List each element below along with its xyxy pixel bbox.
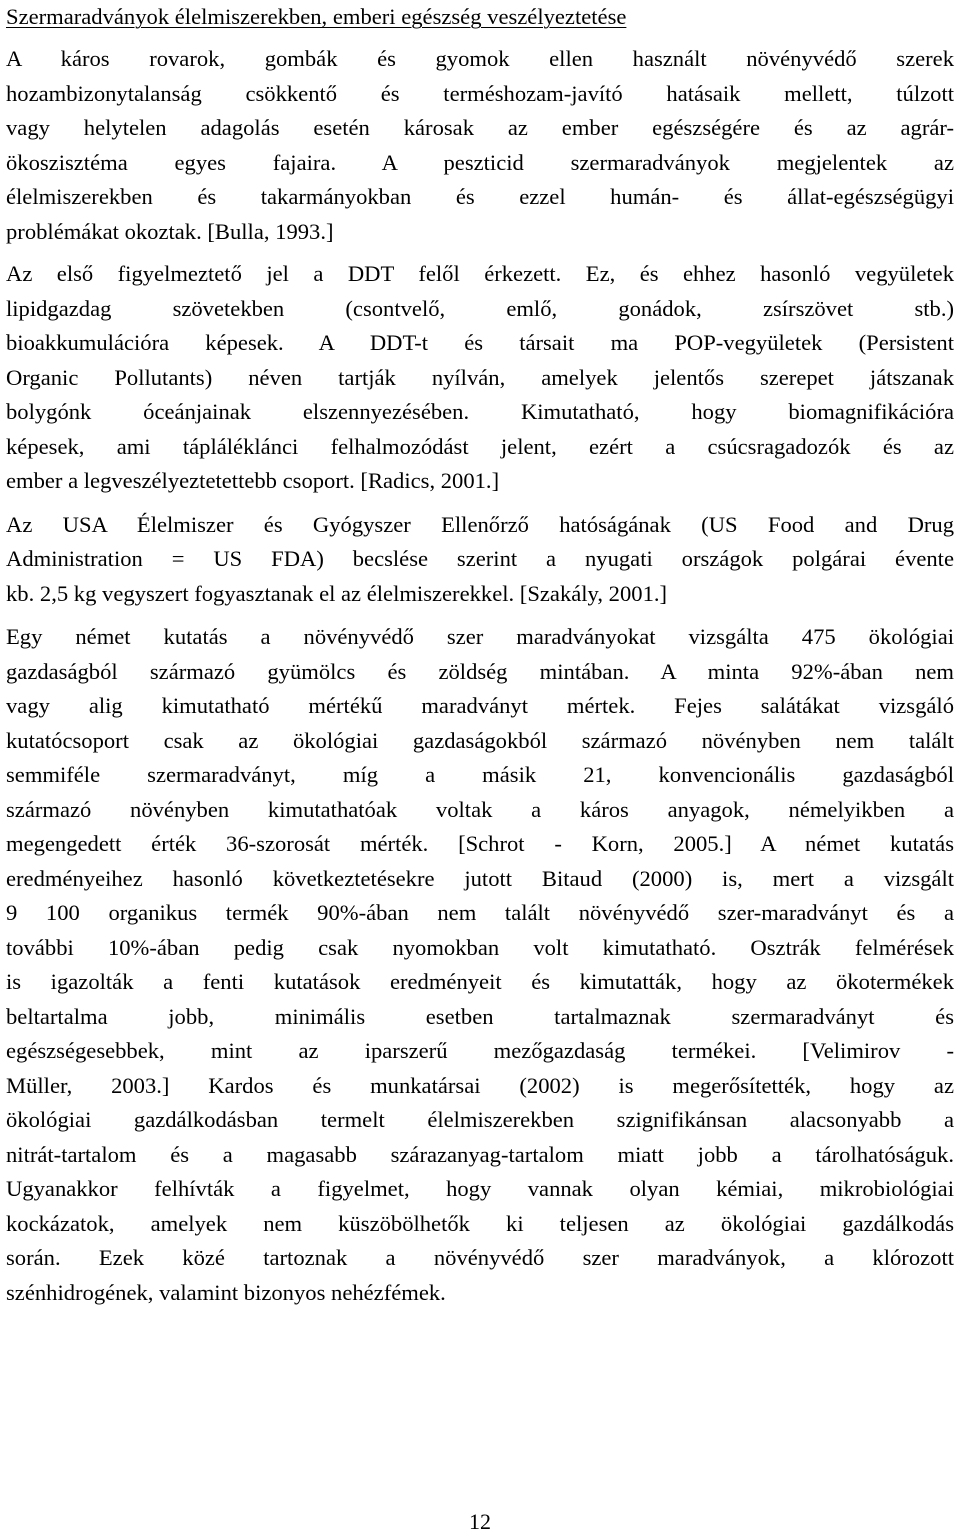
text-line: Organic Pollutants) néven tartják nyílván, amelyek jelentős szerepet játszanak	[6, 364, 954, 390]
text-line: Ugyanakkor felhívták a figyelmet, hogy vannak olyan kémiai, mikrobiológiai	[6, 1176, 954, 1201]
text-line: A káros rovarok, gombák és gyomok ellen használt növényvédő szerek	[6, 46, 954, 71]
text-line: ökológiai gazdálkodásban termelt élelmiszerekben szignifikánsan alacsonyabb a	[6, 1107, 954, 1132]
text-line: képesek, ami tápláléklánci felhalmozódást jelent, ezért a csúcsragadozók és az	[6, 433, 954, 459]
text-line: Egy német kutatás a növényvédő szer maradványokat vizsgálta 475 ökológiai	[6, 624, 954, 649]
text-line: egészségesebbek, mint az iparszerű mezőgazdaság termékei. [Velimirov -	[6, 1038, 954, 1063]
text-line: Az USA Élelmiszer és Gyógyszer Ellenőrző hatóságának (US Food and Drug	[6, 511, 954, 537]
text-line: lipidgazdag szövetekben (csontvelő, emlő, gonádok, zsírszövet stb.)	[6, 295, 954, 321]
text-line: további 10%-ában pedig csak nyomokban volt kimutatható. Osztrák felmérések	[6, 934, 954, 960]
text-line: vagy alig kimutatható mértékű maradványt mértek. Fejes salátákat vizsgáló	[6, 693, 954, 718]
text-line: ökoszisztéma egyes fajaira. A peszticid szermaradványok megjelentek az	[6, 149, 954, 175]
text-line: ember a legveszélyeztetettebb csoport. [Radics, 2001.]	[6, 468, 500, 493]
text-line: vagy helytelen adagolás esetén károsak az ember egészségére és az agrár-	[6, 115, 954, 140]
text-line: beltartalma jobb, minimális esetben tartalmaznak szermaradványt és	[6, 1003, 954, 1029]
paragraph-german-study	[6, 620, 954, 1310]
text-line: 9 100 organikus termék 90%-ában nem talált növényvédő szer-maradványt és a	[6, 900, 954, 925]
text-line: is igazolták a fenti kutatások eredményeit és kimutatták, hogy az ökotermékek	[6, 969, 954, 994]
text-line: kutatócsoport csak az ökológiai gazdaságokból származó növényben nem talált	[6, 727, 954, 753]
text-line: semmiféle szermaradványt, míg a másik 21, konvencionális gazdaságból	[6, 762, 954, 787]
text-line: élelmiszerekben és takarmányokban és ezzel humán- és állat-egészségügyi	[6, 184, 954, 209]
section-heading: Szermaradványok élelmiszerekben, emberi egészség veszélyeztetése	[6, 4, 627, 29]
text-line: problémákat okoztak. [Bulla, 1993.]	[6, 218, 334, 244]
text-line: gazdaságból származó gyümölcs és zöldség mintában. A minta 92%-ában nem	[6, 658, 954, 684]
paragraph-us-fda-estimate	[6, 508, 954, 612]
text-line: nitrát-tartalom és a magasabb szárazanyag-tartalom miatt jobb a tárolhatóságuk.	[6, 1141, 954, 1167]
text-line: megengedett érték 36-szorosát mérték. [Schrot - Korn, 2005.] A német kutatás	[6, 831, 954, 856]
text-line: Az első figyelmeztető jel a DDT felől érkezett. Ez, és ehhez hasonló vegyületek	[6, 261, 954, 286]
paragraph-ddt-warning	[6, 257, 954, 499]
text-line: kb. 2,5 kg vegyszert fogyasztanak el az élelmiszerekkel. [Szakály, 2001.]	[6, 580, 668, 606]
text-line: során. Ezek közé tartoznak a növényvédő szer maradványok, a klórozott	[6, 1245, 954, 1270]
text-line: Administration = US FDA) becslése szerint a nyugati országok polgárai évente	[6, 546, 954, 571]
document-page	[6, 0, 954, 1310]
text-line: bioakkumulációra képesek. A DDT-t és társait ma POP-vegyületek (Persistent	[6, 330, 954, 355]
text-line: eredményeihez hasonló következtetésekre jutott Bitaud (2000) is, mert a vizsgált	[6, 865, 954, 891]
text-line: hozambizonytalanság csökkentő és terméshozam-javító hatásaik mellett, túlzott	[6, 80, 954, 106]
text-line: kockázatok, amelyek nem küszöbölhetők ki teljesen az ökológiai gazdálkodás	[6, 1210, 954, 1236]
text-line: származó növényben kimutathatóak voltak a káros anyagok, némelyikben a	[6, 796, 954, 822]
text-line: szénhidrogének, valamint bizonyos nehézfémek.	[6, 1279, 446, 1305]
page-number: 12	[469, 1509, 491, 1534]
text-line: Müller, 2003.] Kardos és munkatársai (2002) is megerősítették, hogy az	[6, 1072, 954, 1098]
paragraph-pesticide-residues	[6, 42, 954, 249]
text-line: bolygónk óceánjainak elszennyezésében. Kimutatható, hogy biomagnifikációra	[6, 399, 954, 424]
